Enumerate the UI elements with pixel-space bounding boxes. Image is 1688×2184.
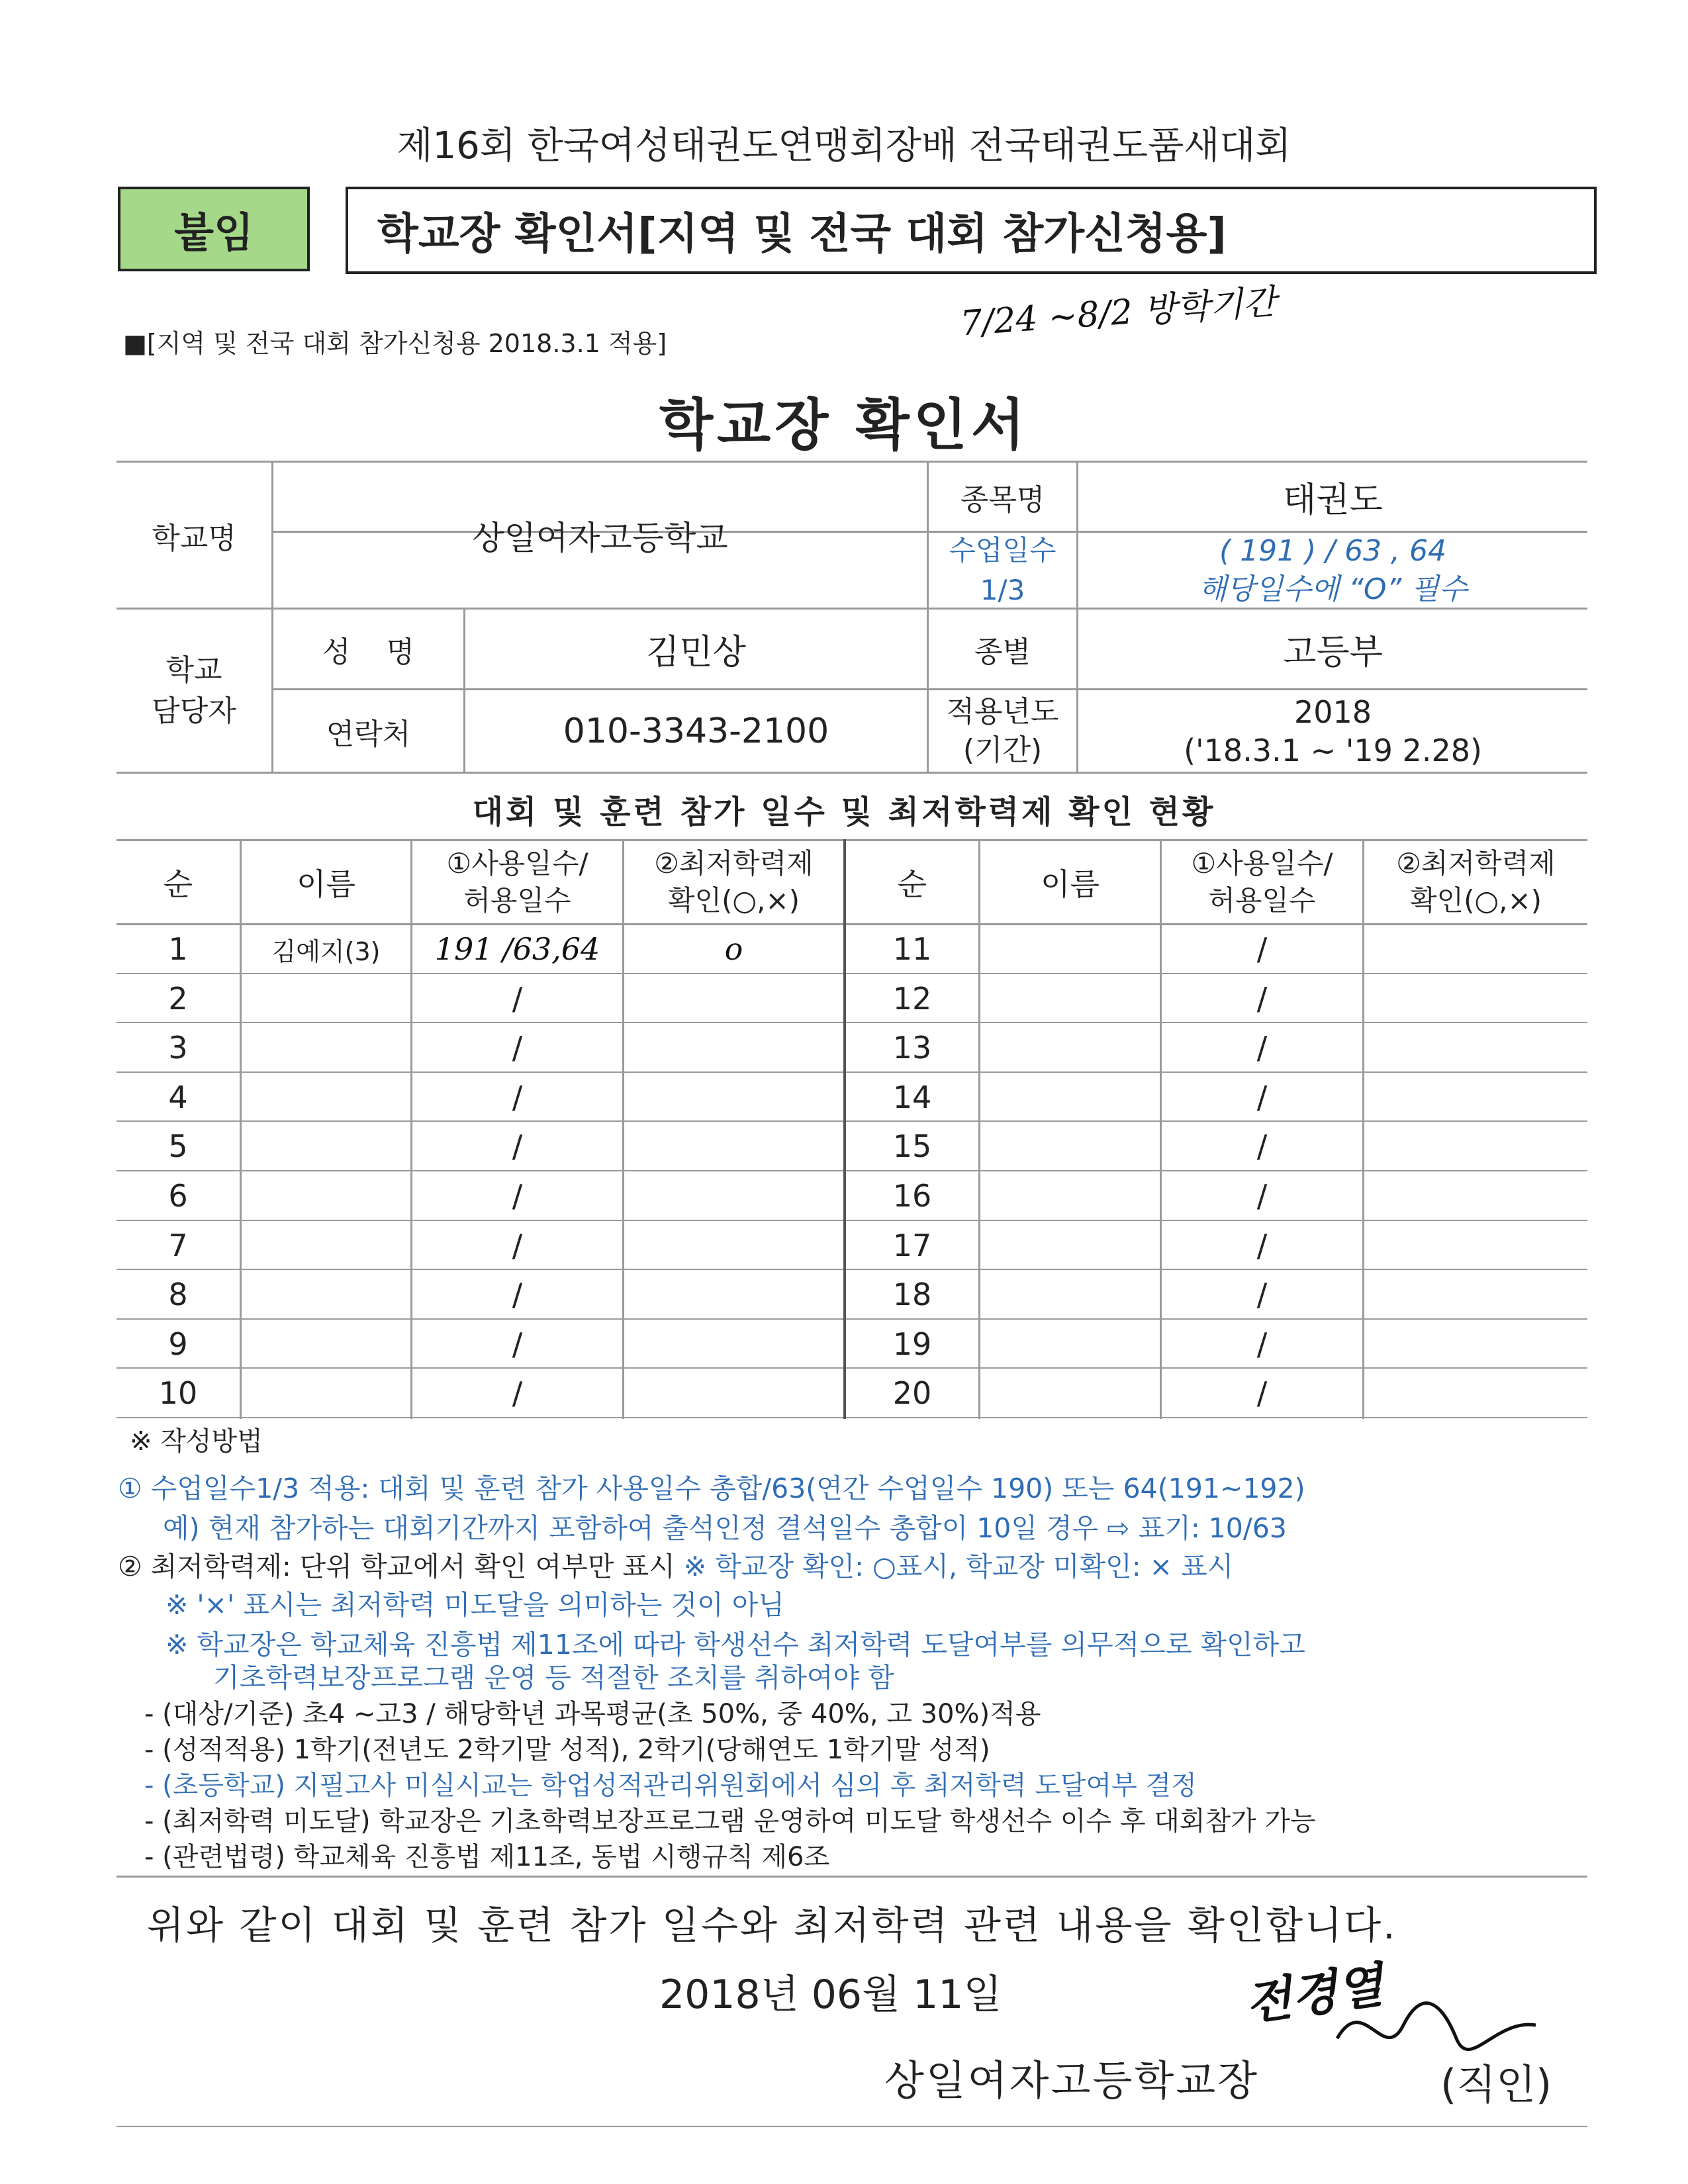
- manager-label: [117, 610, 271, 772]
- row-number: 15: [892, 1128, 932, 1164]
- note-4-line1: ※ 학교장은 학교체육 진흥법 제11조에 따라 학생선수 최저학력 도달여부를 의무적으로 확인하고: [165, 1629, 1305, 1661]
- row-check: [1364, 1122, 1587, 1170]
- row-name: [242, 1369, 410, 1417]
- attachment-badge: [118, 187, 310, 271]
- header-no-right: 순: [897, 866, 927, 902]
- row-days: 191 /63,64: [434, 931, 600, 967]
- doc-heading-box: [346, 187, 1597, 274]
- note-2-part2: ※ 학교장 확인: ○표시, 학교장 미확인: × 표시: [683, 1551, 1234, 1582]
- row-days: /: [1256, 1030, 1268, 1066]
- row-check: [1364, 1172, 1587, 1220]
- row-days: /: [512, 1277, 523, 1312]
- row-name: [242, 1320, 410, 1368]
- note-1-line2: 예) 현재 참가하는 대회기간까지 포함하여 출석인정 결석일수 총합이 10일 경우 ⇨ 표기: 10/63: [163, 1512, 1287, 1544]
- row-number: 8: [168, 1277, 188, 1312]
- official-seal-label: (직인): [1440, 2060, 1552, 2109]
- row-days: /: [512, 981, 523, 1017]
- row-number: 1: [168, 931, 188, 967]
- row-days: /: [1256, 1128, 1268, 1164]
- detail-3: - (초등학교) 지필고사 미실시교는 학업성적관리위원회에서 심의 후 최저학력 도달여부 결정: [144, 1770, 1197, 1801]
- header-days-line1: ①사용일수/: [1191, 847, 1333, 880]
- row-name: [980, 925, 1160, 973]
- row-number: 19: [892, 1326, 932, 1362]
- header-edu-line2: 확인(○,×): [667, 884, 800, 917]
- row-days: /: [512, 1079, 523, 1115]
- principal-name: 상일여자고등학교장: [884, 2056, 1260, 2105]
- row-check: [1364, 975, 1587, 1023]
- row-check: o: [724, 931, 743, 967]
- row-check: [1364, 1320, 1587, 1368]
- row-name: 김예지(3): [271, 936, 381, 966]
- row-days: /: [1256, 981, 1268, 1017]
- contact-label: 연락처: [326, 717, 411, 751]
- header-edu-right: [1364, 841, 1587, 923]
- row-number: 9: [168, 1326, 188, 1362]
- manager-label-line2: 담당자: [152, 694, 236, 728]
- confirm-date: 2018년 06월 11일: [659, 1972, 1002, 2018]
- detail-4: - (최저학력 미도달) 학교장은 기초학력보장프로그램 운영하여 미도달 학생선수 이수 후 대회참가 가능: [144, 1806, 1316, 1837]
- row-check: [1364, 1369, 1587, 1417]
- header-edu-line2: 확인(○,×): [1409, 884, 1542, 917]
- row-name: [242, 1222, 410, 1269]
- year-value-line1: 2018: [1293, 694, 1372, 730]
- applies-note: ■[지역 및 전국 대회 참가신청용 2018.3.1 적용]: [123, 329, 667, 358]
- row-number: 10: [158, 1375, 198, 1411]
- form-title: 학교장 확인서: [659, 392, 1029, 457]
- status-title: 대회 및 훈련 참가 일수 및 최저학력제 확인 현황: [472, 794, 1216, 831]
- days-label-line1: 수업일수: [949, 533, 1056, 567]
- days-value: [1078, 533, 1587, 608]
- row-check: [1364, 1222, 1587, 1269]
- row-check: [624, 1222, 843, 1269]
- note-2-part1: ② 최저학력제: 단위 학교에서 확인 여부만 표시: [118, 1551, 675, 1582]
- name-label: 성 명: [322, 635, 414, 669]
- division-value: 고등부: [1283, 633, 1383, 672]
- row-check: [624, 1073, 843, 1121]
- row-number: 6: [168, 1178, 188, 1214]
- confirm-sentence: 위와 같이 대회 및 훈련 참가 일수와 최저학력 관련 내용을 확인합니다.: [147, 1903, 1397, 1948]
- header-days-line2: 허용일수: [1208, 884, 1316, 917]
- days-label-line2: 1/3: [980, 573, 1025, 606]
- school-value: 상일여자고등학교: [472, 518, 728, 557]
- handwritten-note: 7/24 ~8/2 방학기간: [959, 282, 1278, 344]
- days-label: [929, 533, 1076, 608]
- row-days: /: [1256, 1277, 1268, 1312]
- note-3: ※ '×' 표시는 최저학력 미도달을 의미하는 것이 아님: [165, 1589, 784, 1621]
- row-days: /: [1256, 1178, 1268, 1214]
- doc-heading: 학교장 확인서[지역 및 전국 대회 참가신청용]: [377, 210, 1227, 259]
- detail-2: - (성적적용) 1학기(전년도 2학기말 성적), 2학기(당해연도 1학기말 성적): [144, 1735, 990, 1765]
- row-number: 3: [168, 1030, 188, 1066]
- row-check: [1364, 1073, 1587, 1121]
- detail-1: - (대상/기준) 초4 ~고3 / 해당학년 과목평균(초 50%, 중 40%, 고 30%)적용: [144, 1699, 1041, 1729]
- row-number: 14: [892, 1079, 932, 1115]
- contact-value: 010-3343-2100: [563, 711, 829, 751]
- header-edu-line1: ②최저학력제: [654, 847, 814, 880]
- signature: 전경열: [1241, 1956, 1387, 2032]
- row-days: /: [512, 1375, 523, 1411]
- row-days: /: [1256, 931, 1268, 967]
- row-check: [624, 1369, 843, 1417]
- note-2: [118, 1545, 1233, 1584]
- header-edu-line1: ②최저학력제: [1396, 847, 1556, 880]
- notes-heading: ※ 작성방법: [130, 1426, 263, 1457]
- row-name: [980, 1320, 1160, 1368]
- sport-label: 종목명: [960, 482, 1045, 517]
- row-days: /: [1256, 1326, 1268, 1362]
- row-number: 16: [892, 1178, 932, 1214]
- row-name: [980, 1122, 1160, 1170]
- header-days-left: [412, 841, 622, 923]
- row-check: [624, 1122, 843, 1170]
- division-label: 종별: [974, 635, 1031, 669]
- row-check: [1364, 925, 1587, 973]
- row-days: /: [512, 1326, 523, 1362]
- row-days: /: [1256, 1375, 1268, 1411]
- row-number: 7: [168, 1228, 188, 1263]
- year-label-line2: (기간): [962, 733, 1043, 767]
- row-check: [624, 1320, 843, 1368]
- school-label: 학교명: [152, 521, 236, 555]
- row-number: 5: [168, 1128, 188, 1164]
- row-number: 2: [168, 981, 188, 1017]
- row-days: /: [512, 1128, 523, 1164]
- row-days: /: [512, 1178, 523, 1214]
- name-value: 김민상: [646, 633, 746, 672]
- days-value-line1: ( 191 ) / 63 , 64: [1219, 533, 1447, 568]
- row-number: 4: [168, 1079, 188, 1115]
- row-check: [1364, 1271, 1587, 1318]
- row-days: /: [1256, 1079, 1268, 1115]
- row-name: [242, 1122, 410, 1170]
- year-label-line1: 적용년도: [946, 694, 1059, 729]
- manager-label-line1: 학교: [165, 653, 222, 687]
- header-days-right: [1162, 841, 1362, 923]
- row-days: /: [1256, 1228, 1268, 1263]
- row-number: 11: [892, 931, 932, 967]
- row-name: [980, 1172, 1160, 1220]
- note-4-line2: 기초학력보장프로그램 운영 등 적절한 조치를 취하여야 함: [213, 1662, 894, 1694]
- attachment-label: 붙임: [174, 208, 254, 257]
- header-days-line1: ①사용일수/: [446, 847, 588, 880]
- row-number: 18: [892, 1277, 932, 1312]
- header-name-left: 이름: [297, 866, 355, 902]
- event-title: 제16회 한국여성태권도연맹회장배 전국태권도품새대회: [397, 124, 1291, 167]
- row-number: 20: [892, 1375, 932, 1411]
- header-name-right: 이름: [1041, 866, 1100, 902]
- row-name: [980, 1271, 1160, 1318]
- row-name: [980, 975, 1160, 1023]
- row-name: [242, 975, 410, 1023]
- year-value: [1078, 690, 1587, 772]
- year-label: [929, 690, 1076, 772]
- row-name: [980, 1073, 1160, 1121]
- row-number: 17: [892, 1228, 932, 1263]
- row-name: [242, 1271, 410, 1318]
- row-name: [980, 1222, 1160, 1269]
- header-edu-left: [624, 841, 843, 923]
- header-no-left: 순: [163, 866, 193, 902]
- row-check: [1364, 1024, 1587, 1071]
- row-name: [980, 1369, 1160, 1417]
- row-number: 12: [892, 981, 932, 1017]
- row-name: [242, 1172, 410, 1220]
- row-name: [242, 1024, 410, 1071]
- row-check: [624, 1271, 843, 1318]
- sport-value: 태권도: [1283, 480, 1383, 520]
- days-value-line2: 해당일수에 “O” 필수: [1198, 572, 1468, 606]
- row-number: 13: [892, 1030, 932, 1066]
- detail-5: - (관련법령) 학교체육 진흥법 제11조, 동법 시행규칙 제6조: [144, 1842, 830, 1872]
- year-value-line2: ('18.3.1 ~ '19 2.28): [1184, 732, 1482, 768]
- row-check: [624, 1172, 843, 1220]
- row-days: /: [512, 1030, 523, 1066]
- row-check: [624, 1024, 843, 1071]
- header-days-line2: 허용일수: [463, 884, 571, 917]
- row-check: [624, 975, 843, 1023]
- row-name: [242, 1073, 410, 1121]
- row-name: [980, 1024, 1160, 1071]
- row-days: /: [512, 1228, 523, 1263]
- note-1-line1: ① 수업일수1/3 적용: 대회 및 훈련 참가 사용일수 총합/63(연간 수업일수 190) 또는 64(191~192): [118, 1473, 1305, 1504]
